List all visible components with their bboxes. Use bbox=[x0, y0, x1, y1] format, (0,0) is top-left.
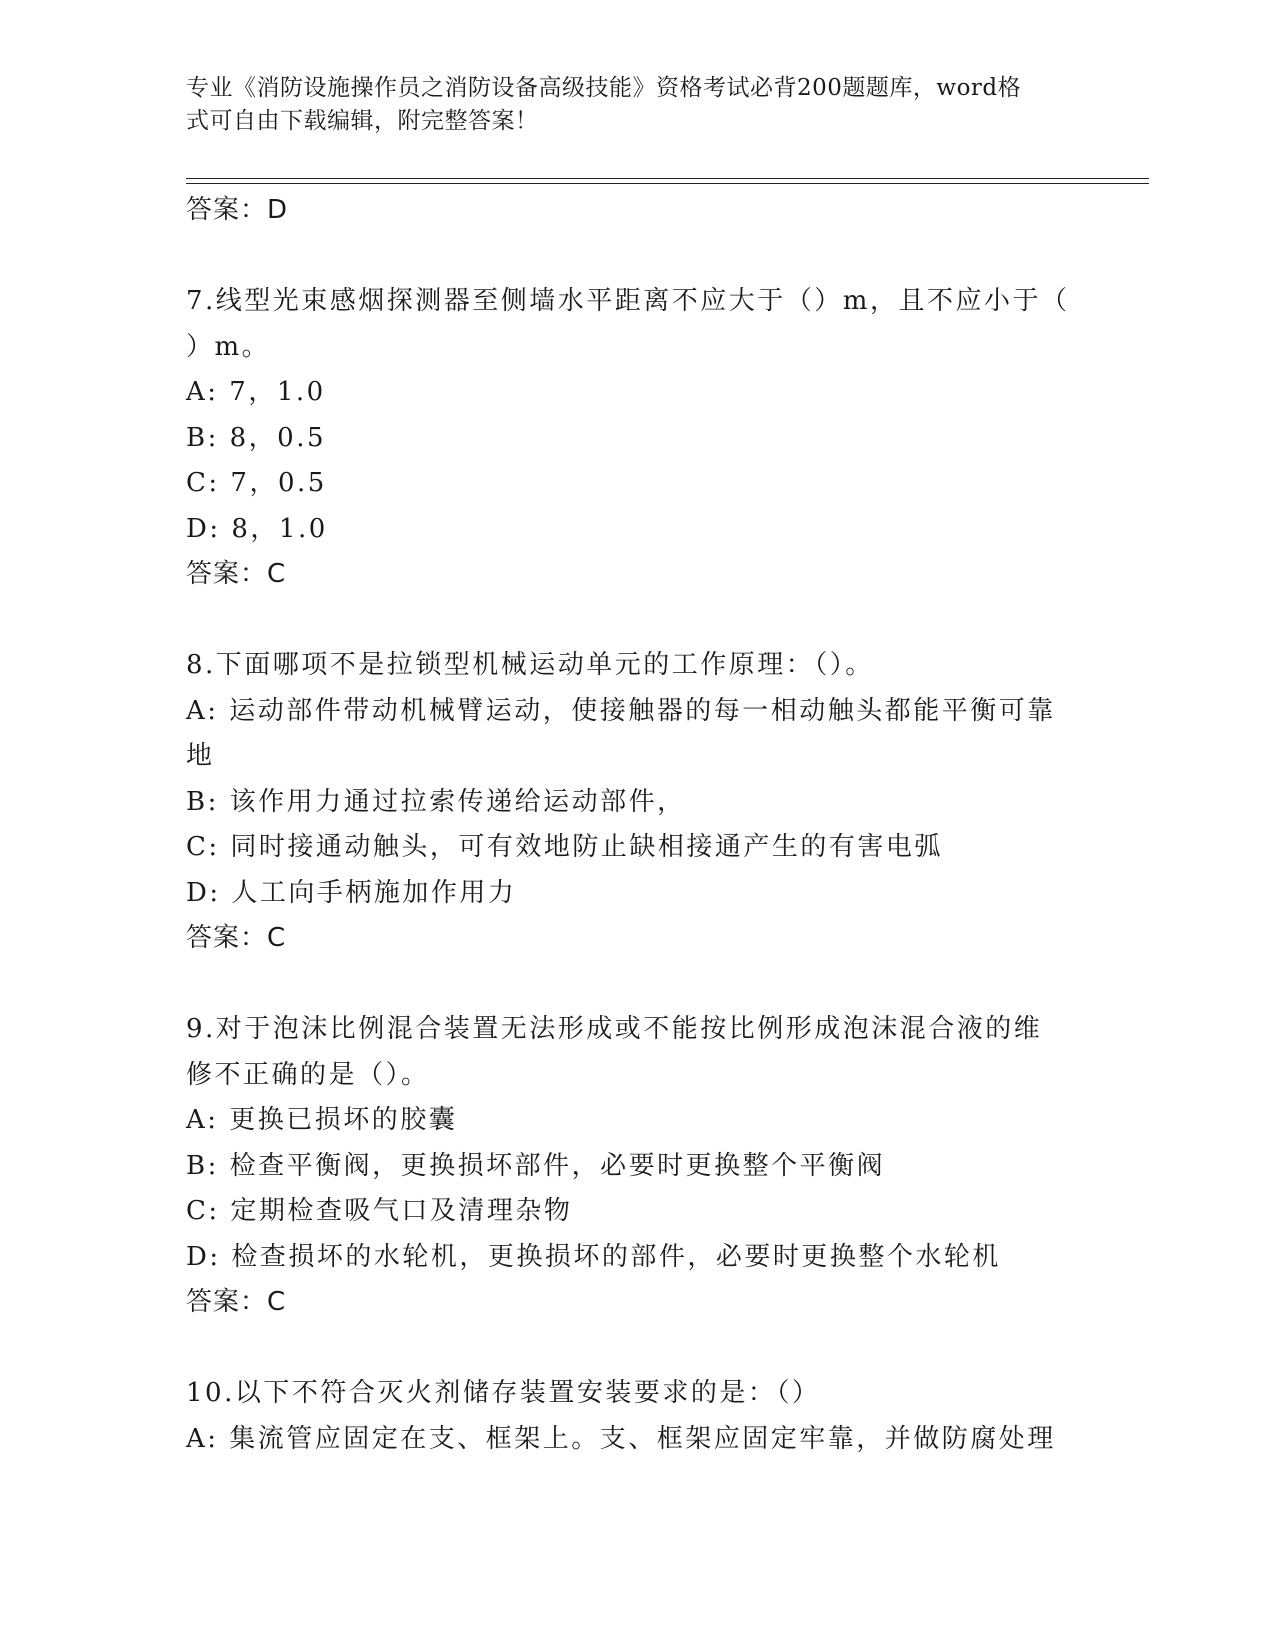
question-9 bbox=[186, 1007, 1086, 1326]
option-d: D: 8，1.0 bbox=[186, 513, 328, 544]
spacer bbox=[186, 962, 1086, 1008]
answer: 答案：C bbox=[186, 1287, 287, 1317]
option-a: A: 运动部件带动机械臂运动，使接触器的每一相动触头都能平衡可靠 bbox=[186, 695, 1056, 726]
option-c: C: 同时接通动触头，可有效地防止缺相接通产生的有害电弧 bbox=[186, 832, 943, 862]
question-stem-continued: 修不正确的是（）。 bbox=[186, 1059, 430, 1090]
document-body bbox=[186, 188, 1086, 1462]
option-b: B: 该作用力通过拉索传递给运动部件， bbox=[186, 786, 686, 817]
spacer bbox=[186, 1326, 1086, 1372]
option-b: B: 8，0.5 bbox=[186, 422, 327, 453]
question-7 bbox=[186, 279, 1086, 598]
header-rule-bottom bbox=[186, 183, 1149, 184]
answer: 答案：C bbox=[186, 923, 287, 953]
header-rule-top bbox=[186, 178, 1149, 179]
header-line-1: 专业《消防设施操作员之消防设备高级技能》资格考试必背200题题库，word格 bbox=[186, 75, 1022, 101]
option-a-continued: 地 bbox=[186, 741, 215, 771]
option-a: A: 集流管应固定在支、框架上。支、框架应固定牢靠，并做防腐处理 bbox=[186, 1423, 1056, 1454]
spacer bbox=[186, 234, 1086, 280]
question-stem-continued: ）m。 bbox=[186, 331, 271, 362]
question-stem: 10.以下不符合灭火剂储存装置安装要求的是：（） bbox=[186, 1378, 821, 1408]
question-8 bbox=[186, 643, 1086, 962]
option-a: A: 更换已损坏的胶囊 bbox=[186, 1105, 458, 1135]
answer: 答案：C bbox=[186, 559, 287, 589]
option-d: D: 人工向手柄施加作用力 bbox=[186, 877, 517, 908]
option-a: A: 7，1.0 bbox=[186, 377, 326, 407]
option-d: D: 检查损坏的水轮机，更换损坏的部件，必要时更换整个水轮机 bbox=[186, 1241, 1001, 1272]
question-stem: 9.对于泡沫比例混合装置无法形成或不能按比例形成泡沫混合液的维 bbox=[186, 1014, 1043, 1044]
answer-q6: 答案：D bbox=[186, 195, 289, 225]
option-b: B: 检查平衡阀，更换损坏部件，必要时更换整个平衡阀 bbox=[186, 1150, 886, 1181]
option-c: C: 7，0.5 bbox=[186, 468, 327, 498]
spacer bbox=[186, 598, 1086, 644]
question-stem: 8.下面哪项不是拉锁型机械运动单元的工作原理：（）。 bbox=[186, 650, 874, 680]
document-header bbox=[186, 72, 1066, 138]
question-stem: 7.线型光束感烟探测器至侧墙水平距离不应大于（）m，且不应小于（ bbox=[186, 286, 1070, 316]
question-10 bbox=[186, 1371, 1086, 1462]
header-line-2: 式可自由下载编辑，附完整答案！ bbox=[186, 108, 539, 134]
option-c: C: 定期检查吸气口及清理杂物 bbox=[186, 1196, 573, 1226]
